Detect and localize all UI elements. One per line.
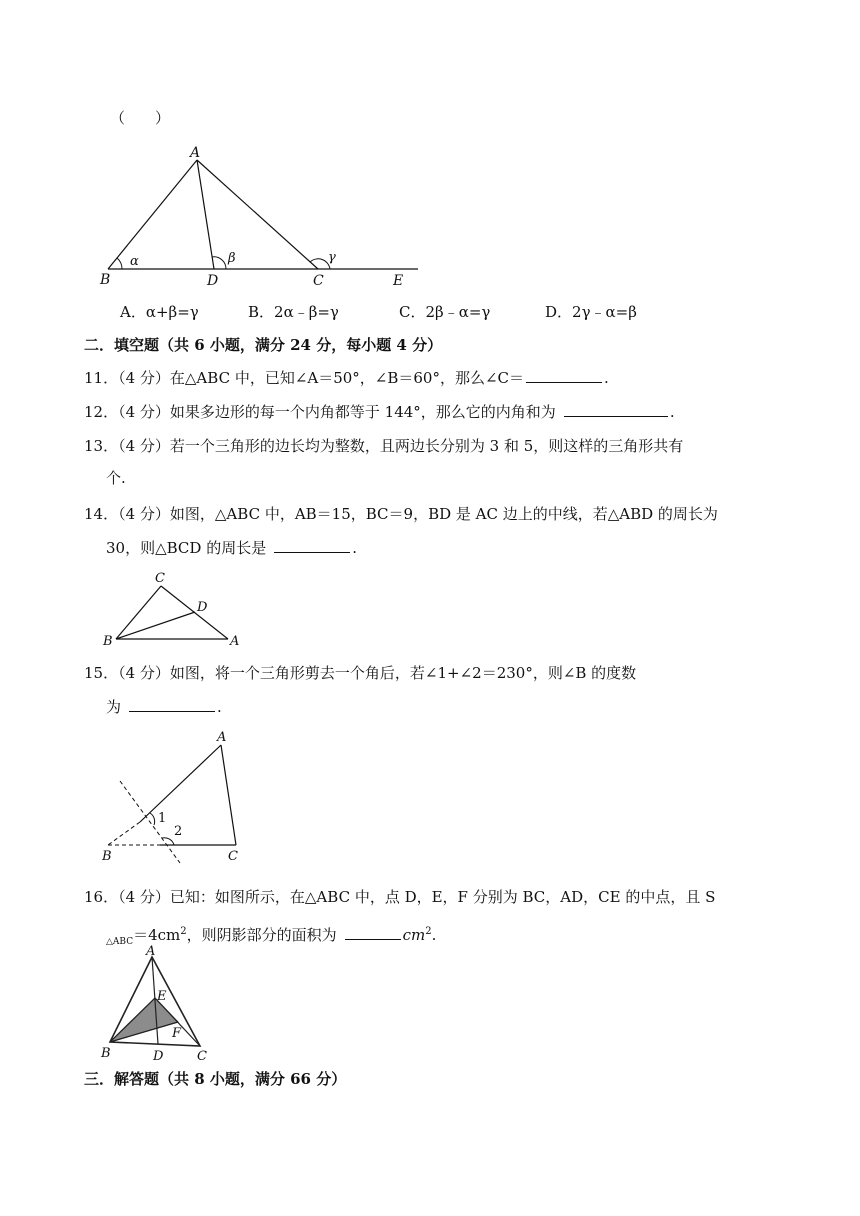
q16-label-f: F xyxy=(172,1026,182,1041)
q16-label-a: A xyxy=(146,944,156,959)
unit-sup: 2 xyxy=(425,926,432,937)
q16-label-e: E xyxy=(157,989,167,1004)
q15-label-2: 2 xyxy=(174,824,183,839)
q15-label-b: B xyxy=(102,849,112,864)
label-beta: β xyxy=(228,251,236,266)
section-2-title: 二．填空题（共 6 小题，满分 24 分，每小题 4 分） xyxy=(84,336,443,354)
q15-label-a: A xyxy=(217,730,227,745)
q14-label-a: A xyxy=(230,634,240,649)
unit: cm xyxy=(402,926,426,944)
question-15-end: . xyxy=(217,698,222,716)
section-3-title: 三．解答题（共 8 小题，满分 66 分） xyxy=(84,1070,347,1088)
question-14-line2-text: 30，则△BCD 的周长是 xyxy=(106,539,267,557)
option-c: C．2β﹣α=γ xyxy=(399,303,491,321)
option-b: B．2α﹣β=γ xyxy=(248,303,339,321)
question-11-text: 11．（4 分）在△ABC 中，已知∠A＝50°，∠B＝60°，那么∠C＝ xyxy=(84,369,525,387)
question-16-mid: ，则阴影部分的面积为 xyxy=(186,926,337,944)
question-14-end: . xyxy=(352,539,357,557)
answer-paren: （ ） xyxy=(110,109,171,127)
area-sup: 2 xyxy=(180,926,187,937)
q14-label-d: D xyxy=(197,600,208,615)
question-14-line1: 14．（4 分）如图，△ABC 中，AB＝15，BC＝9，BD 是 AC 边上的中线，若△ABD 的周长为 xyxy=(84,505,718,523)
label-gamma: γ xyxy=(328,250,336,265)
question-12-end: . xyxy=(669,403,675,421)
question-15-line2-text: 为 xyxy=(106,698,122,716)
q16-label-c: C xyxy=(197,1049,207,1064)
area-value: ＝4cm xyxy=(133,926,181,944)
q15-label-c: C xyxy=(228,849,238,864)
label-e: E xyxy=(393,273,404,289)
option-d: D．2γ﹣α=β xyxy=(545,303,637,321)
label-alpha: α xyxy=(130,254,139,269)
option-a: A．α+β=γ xyxy=(120,303,199,321)
q16-label-b: B xyxy=(101,1046,111,1061)
question-12-text: 12．（4 分）如果多边形的每一个内角都等于 144°，那么它的内角和为 xyxy=(84,403,556,421)
question-11-end: . xyxy=(604,369,609,387)
question-13-line2: 个. xyxy=(106,469,126,487)
label-b: B xyxy=(100,272,111,288)
question-16-end: . xyxy=(431,926,437,944)
q16-label-d: D xyxy=(153,1049,164,1064)
question-13-line1: 13．（4 分）若一个三角形的边长均为整数，且两边长分别为 3 和 5，则这样的三角形共有 xyxy=(84,437,684,455)
subscript-abc: △ABC xyxy=(106,937,134,947)
label-d: D xyxy=(207,273,219,289)
q14-label-c: C xyxy=(155,571,165,586)
q15-label-1: 1 xyxy=(158,811,167,826)
question-15-line1: 15．（4 分）如图，将一个三角形剪去一个角后，若∠1+∠2＝230°，则∠B 的度数 xyxy=(84,664,637,682)
q14-label-b: B xyxy=(103,634,113,649)
label-a: A xyxy=(190,145,201,161)
label-c: C xyxy=(313,273,324,289)
question-16-line1: 16．（4 分）已知：如图所示，在△ABC 中，点 D，E，F 分别为 BC，AD，CE 的中点，且 S xyxy=(84,888,716,906)
